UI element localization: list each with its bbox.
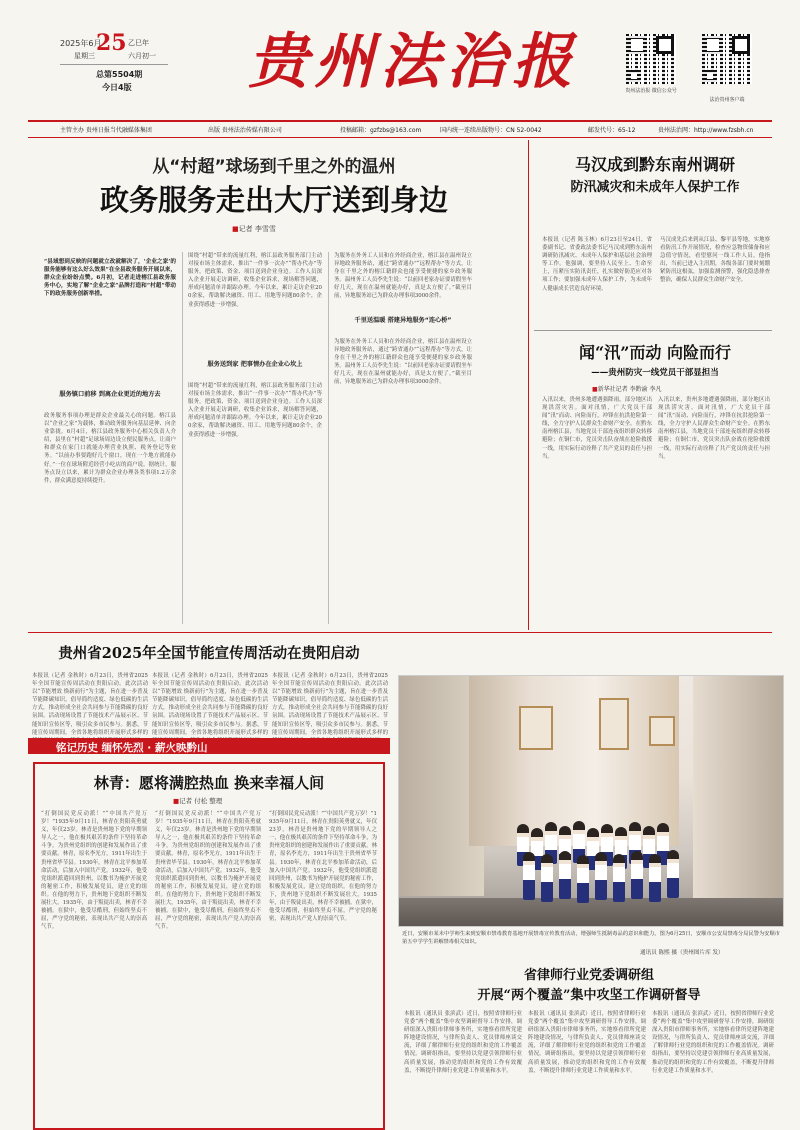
date-line: 2025年6月: [60, 39, 102, 48]
reporter-square-icon: ■: [232, 225, 239, 233]
lunar-day: 六月初一: [128, 52, 156, 60]
reporter-square-icon-2: ■: [592, 386, 598, 393]
info-email: 投稿邮箱：gzfzbs@163.com: [340, 127, 422, 134]
lead-col-rule-1: [182, 252, 183, 624]
right-story-flood: [534, 332, 776, 632]
date-day: 25: [96, 30, 127, 56]
lawyer-col3-text: 本报讯（通讯员 张滨武）近日，按照省律师行业党委“两个覆盖”集中攻坚调研督导工作安排，调研组深入贵阳市律师事务所，实地察看律所党建阵地建设情况，与律所负责人、党员律师座谈交流，详细了解律师行业党的组织和党的工作覆盖情况。调研组指出，要坚持以党建引领律师行业高质量发展，推动党的组织和党的工作有效覆盖，不断提升律师行业党建工作质量和水平。: [652, 1011, 774, 1074]
info-postcode: 邮发代号：65-12: [588, 127, 636, 134]
lin-col3-text: “打倒国民党反动派！”“中国共产党万岁！”1935年9月11日，林青在贵阳英勇就义，年仅23岁。林青是贵州地下党的早期领导人之一，他在极其艰苦的条件下坚持革命斗争，为贵州党组织的创建和发展作出了重要贡献。林青，原名李光方，1911年出生于贵州省毕节县。1930年，林青在北平参加革命活动，后加入中国共产党。1932年，他受党组织派遣回到贵州，以教书为掩护开展党的秘密工作，积极发展党员，建立党的组织。在他的努力下，贵州地下党组织不断发展壮大。1935年，由于叛徒出卖，林青不幸被捕。在狱中，他受尽酷刑，但始终坚贞不屈，严守党的秘密，表现出共产党人的崇高气节。: [269, 811, 377, 923]
section2-head: 服务送到家 把事情办在企业心坎上: [207, 361, 303, 368]
photo-caption: 近日，安顺市某未中学师生来到安顺市禁毒教育基地开展禁毒宣传教育活动，增强师生抵制毒品的意识和能力。图为6月25日，安顺市公安局禁毒分局民警为安顺市第五中学学生讲解禁毒相关知识。: [402, 931, 780, 945]
flood-subhead: ——贵州防灾一线党员干部显担当: [591, 368, 719, 378]
flood-col2-text: 入汛以来，贵州多地遭遇强降雨，部分地区出现洪涝灾害。面对汛情，广大党员干部闻“汛”而动、向险而行，冲锋在抗洪抢险第一线，全力守护人民群众生命财产安全。在黔东南州榕江县，当地党员干部连夜组织群众转移避险；在铜仁市，党员突击队奋战在抢险救援一线，用实际行动诠释了共产党员的责任与担当。: [658, 397, 770, 460]
page-count: 今日4版: [102, 83, 132, 92]
news-photo: [398, 675, 784, 927]
photo-person: [631, 851, 643, 899]
photo-frame-2: [599, 698, 629, 750]
lead-col2-top-text: 围绕“村超”带来的流量红利，榕江县政务服务部门主动对接市场主体需求，推出“一件事一次办”“帮办代办”等服务，把政策、资金、项目送到企业身边。工作人员深入企业开展走访调研，收集企业诉求，现场解答问题，形成问题清单并跟踪办理。今年以来，累计走访企业200余家，帮助解决融资、用工、用地等问题80余个，企业获得感进一步增强。: [188, 253, 322, 308]
photo-person: [541, 854, 553, 902]
right-story-ma: [534, 140, 776, 318]
energy-headline: 贵州省2025年全国节能宣传周活动在贵阳启动: [58, 645, 360, 662]
lead-byline: [232, 224, 276, 234]
section1-head: 服务镇口前移 到离企业更近的地方去: [59, 391, 161, 398]
lin-col2-text: “打倒国民党反动派！”“中国共产党万岁！”1935年9月11日，林青在贵阳英勇就义，年仅23岁。林青是贵州地下党的早期领导人之一，他在极其艰苦的条件下坚持革命斗争，为贵州党组织的创建和发展作出了重要贡献。林青，原名李光方，1911年出生于贵州省毕节县。1930年，林青在北平参加革命活动，后加入中国共产党。1932年，他受党组织派遣回到贵州，以教书为掩护开展党的秘密工作，积极发展党员，建立党的组织。在他的努力下，贵州地下党组织不断发展壮大。1935年，由于叛徒出卖，林青不幸被捕。在狱中，他受尽酷刑，但始终坚贞不屈，严守党的秘密，表现出共产党人的崇高气节。: [155, 811, 261, 931]
lin-col1-text: “打倒国民党反动派！”“中国共产党万岁！”1935年9月11日，林青在贵阳英勇就义，年仅23岁。林青是贵州地下党的早期领导人之一，他在极其艰苦的条件下坚持革命斗争，为贵州党组织的创建和发展作出了重要贡献。林青，原名李光方，1911年出生于贵州省毕节县。1930年，林青在北平参加革命活动，后加入中国共产党。1932年，他受党组织派遣回到贵州，以教书为掩护开展党的秘密工作，积极发展党员，建立党的组织。在他的努力下，贵州地下党组织不断发展壮大。1935年，由于叛徒出卖，林青不幸被捕。在狱中，他受尽酷刑，但始终坚贞不屈，严守党的秘密，表现出共产党人的崇高气节。: [41, 811, 147, 931]
lead-byline-name: 李雪雪: [254, 225, 276, 233]
lead-col1-text: 政务服务事项办理是群众企业最关心的问题。榕江县以“企业之家”为载体，推动政务服务向基层延伸、向企业靠拢。6月4日，榕江县政务服务中心相关负责人介绍，县里在“村超”足球场周边设立便民服务点，让商户和群众在家门口就能办理营业执照、税务登记等业务。“以前办事要跑好几个窗口，现在一个地方就能办好。”一位在球场附近经营小吃店的商户说。据统计，服务点设立以来，累计为群众企业办理各类事项1.2万余件，群众满意度持续提升。: [44, 413, 176, 484]
mid-rule: [28, 632, 772, 633]
lawyer-col2-text: 本报讯（通讯员 张滨武）近日，按照省律师行业党委“两个覆盖”集中攻坚调研督导工作安排，调研组深入贵阳市律师事务所，实地察看律所党建阵地建设情况，与律所负责人、党员律师座谈交流，详细了解律师行业党的组织和党的工作覆盖情况。调研组指出，要坚持以党建引领律师行业高质量发展，推动党的组织和党的工作有效覆盖，不断提升律师行业党建工作质量和水平。: [528, 1011, 646, 1074]
photo-exhibit-wall: [469, 676, 679, 846]
section3-head: 千里送温暖 搭建异地服务“连心桥”: [354, 317, 452, 324]
flood-byline-text: 新华社记者 李黔渝 李凡: [597, 386, 662, 393]
photo-person: [523, 852, 535, 900]
photo-person: [595, 852, 607, 900]
info-sponsor: 主管主办 贵州日报当代融媒体集团: [60, 127, 152, 134]
energy-story: [28, 634, 390, 734]
info-bar-top-rule: [28, 120, 772, 122]
photo-frame: [519, 706, 553, 750]
lead-summary: “县域想到反映的问题就立改就解决了，‘企业之家’的服务能够有这么好么效果”在全县政务服务开展以来，群众企业纷纷点赞。6月初，记者走进榕江县政务服务中心，实地了解“企业之家”品牌打造和“村超”带动下的政务服务创新举措。: [44, 259, 176, 298]
photo-right-wall: [693, 676, 783, 906]
ma-headline-line1: 马汉成到黔东南州调研: [574, 155, 735, 174]
qr-caption-wechat: 贵州法治报 微信公众号: [625, 88, 677, 94]
lawyer-col1-text: 本报讯（通讯员 张滨武）近日，按照省律师行业党委“两个覆盖”集中攻坚调研督导工作安排，调研组深入贵阳市律师事务所，实地察看律所党建阵地建设情况，与律所负责人、党员律师座谈交流，详细了解律师行业党的组织和党的工作覆盖情况。调研组指出，要坚持以党建引领律师行业高质量发展，推动党的组织和党的工作有效覆盖，不断提升律师行业党建工作质量和水平。: [404, 1011, 522, 1074]
photo-floor: [399, 898, 783, 926]
issue-total: 总第5504期: [96, 70, 143, 79]
flood-col1-text: 入汛以来，贵州多地遭遇强降雨，部分地区出现洪涝灾害。面对汛情，广大党员干部闻“汛”而动、向险而行，冲锋在抗洪抢险第一线，全力守护人民群众生命财产安全。在黔东南州榕江县，当地党员干部连夜组织群众转移避险；在铜仁市，党员突击队奋战在抢险救援一线，用实际行动诠释了共产党员的责任与担当。: [542, 397, 652, 460]
lin-byline: [173, 796, 222, 805]
ma-headline-line2: 防汛减灾和未成年人保护工作: [570, 180, 740, 195]
lunar-year: 乙巳年: [128, 39, 149, 47]
date-weekday: 星期三: [74, 52, 95, 60]
qr-caption-app: 法治贵州客户端: [709, 97, 745, 103]
lead-col-rule-2: [328, 252, 329, 624]
photo-person: [613, 854, 625, 902]
right-divider-1: [534, 330, 772, 331]
qr-code-wechat: [626, 34, 676, 84]
flood-byline: [592, 384, 662, 393]
lin-byline-text: 记者 付松 整理: [179, 797, 223, 805]
main-vertical-divider: [528, 140, 529, 630]
lead-col3-bottom-text: 为服务在外务工人员和在外经商企业，榕江县在温州设立异地政务服务站，通过“跨省通办”“远程帮办”等方式，让身在千里之外的榕江籍群众也能享受便捷的家乡政务服务。温州务工人员李先生说：“以前回老家办证要请假坐车好几天，现在在温州就能办好，真是太方便了。”截至目前，异地服务站已为群众办理事项3000余件。: [334, 339, 472, 386]
lin-story: [33, 762, 385, 1130]
lead-headline: 政务服务走出大厅送到身边: [99, 183, 448, 217]
info-bar-bottom-rule: [28, 137, 772, 138]
photo-person: [559, 851, 571, 899]
photo-credit: 通讯员 陈熙 摄（贵州图片库 发）: [640, 950, 724, 956]
info-publisher: 出版 贵州法治传媒有限公司: [208, 127, 282, 134]
energy-col3-text: 本报讯（记者 金秋时）6月23日，贵州省2025年全国节能宣传周活动在贵阳启动。此次活动以“节能增效 焕新前行”为主题，旨在进一步普及节能降碳知识，倡导简约适度、绿色低碳的生活方式，推动形成全社会共同参与节能降碳的良好氛围。活动现场设置了节能技术产品展示区、节能知识宣传区等，吸引众多市民参与。据悉，节能宣传周期间，全省各地将组织开展形式多样的: [272, 673, 388, 736]
date-divider: [60, 64, 168, 65]
info-cn: 国内统一连续出版物号：CN 52-0042: [440, 127, 542, 134]
lead-kicker: 从“村超”球场到千里之外的温州: [152, 157, 396, 177]
lin-headline: 林青：愿将满腔热血 换来幸福人间: [93, 774, 325, 792]
flood-headline: 闻“汛”而动 向险而行: [579, 343, 731, 362]
energy-col2-text: 本报讯（记者 金秋时）6月23日，贵州省2025年全国节能宣传周活动在贵阳启动。此次活动以“节能增效 焕新前行”为主题，旨在进一步普及节能降碳知识，倡导简约适度、绿色低碳的生活方式，推动形成全社会共同参与节能降碳的良好氛围。活动现场设置了节能技术产品展示区、节能知识宣传区等，吸引众多市民参与。据悉，节能宣传周期间，全省各地将组织开展形式多样的: [152, 673, 268, 736]
photo-person: [577, 855, 589, 903]
lead-byline-label: 记者: [238, 225, 253, 233]
photo-person: [667, 850, 679, 898]
info-bar: [28, 123, 772, 135]
photo-person: [649, 854, 661, 902]
reporter-square-icon-3: ■: [173, 797, 180, 805]
history-banner: [28, 738, 390, 754]
ma-body-text: 马汉成先后来到从江县、黎平县等地，实地察看防汛工作开展情况，检查应急物资储备和应急值守情况，看望慰问一线工作人员。他指出，当前已进入主汛期，各级各部门要时刻绷紧防汛这根弦，加强监测预警，强化隐患排查整治，确保人民群众生命财产安全。: [660, 237, 770, 284]
lawyer-headline-line2: 开展“两个覆盖”集中攻坚工作调研督导: [477, 988, 701, 1003]
energy-col1-text: 本报讯（记者 金秋时）6月23日，贵州省2025年全国节能宣传周活动在贵阳启动。此次活动以“节能增效 焕新前行”为主题，旨在进一步普及节能降碳知识，倡导简约适度、绿色低碳的生活方式，推动形成全社会共同参与节能降碳的良好氛围。活动现场设置了节能技术产品展示区、节能知识宣传区等，吸引众多市民参与。据悉，节能宣传周期间，全省各地将组织开展形式多样的: [32, 673, 148, 736]
qr-code-app: [702, 34, 752, 84]
newspaper-title: 贵州法治报: [248, 27, 578, 97]
info-website: 贵州法治网：http://www.fzsbh.cn: [658, 127, 754, 134]
lawyer-story: [398, 960, 780, 1128]
history-banner-text: 铭记历史 缅怀先烈 · 薪火映黔山: [56, 742, 208, 754]
lead-col3-top-text: 为服务在外务工人员和在外经商企业，榕江县在温州设立异地政务服务站，通过“跨省通办”“远程帮办”等方式，让身在千里之外的榕江籍群众也能享受便捷的家乡政务服务。温州务工人员李先生说：“以前回老家办证要请假坐车好几天，现在在温州就能办好，真是太方便了。”截至目前，异地服务站已为群众办理事项3000余件。: [334, 253, 472, 300]
lead-col2-bottom-text: 围绕“村超”带来的流量红利，榕江县政务服务部门主动对接市场主体需求，推出“一件事一次办”“帮办代办”等服务，把政策、资金、项目送到企业身边。工作人员深入企业开展走访调研，收集企业诉求，现场解答问题，形成问题清单并跟踪办理。今年以来，累计走访企业200余家，帮助解决融资、用工、用地等问题80余个，企业获得感进一步增强。: [188, 383, 322, 438]
lawyer-headline-line1: 省律师行业党委调研组: [523, 968, 654, 983]
masthead: [0, 0, 800, 118]
photo-frame-3: [649, 716, 675, 746]
ma-lead-text: 本报讯（记者 陈玉林）6月23日至24日，省委副书记、省委政法委书记马汉成到黔东南州调研防汛减灾、未成年人保护和基层社会治理等工作。他强调，要坚持人民至上、生命至上，压紧压实防汛责任，扎实做好防范应对各项工作；要加强未成年人保护工作，为未成年人健康成长营造良好环境。: [542, 237, 652, 292]
lead-story: [28, 140, 520, 630]
